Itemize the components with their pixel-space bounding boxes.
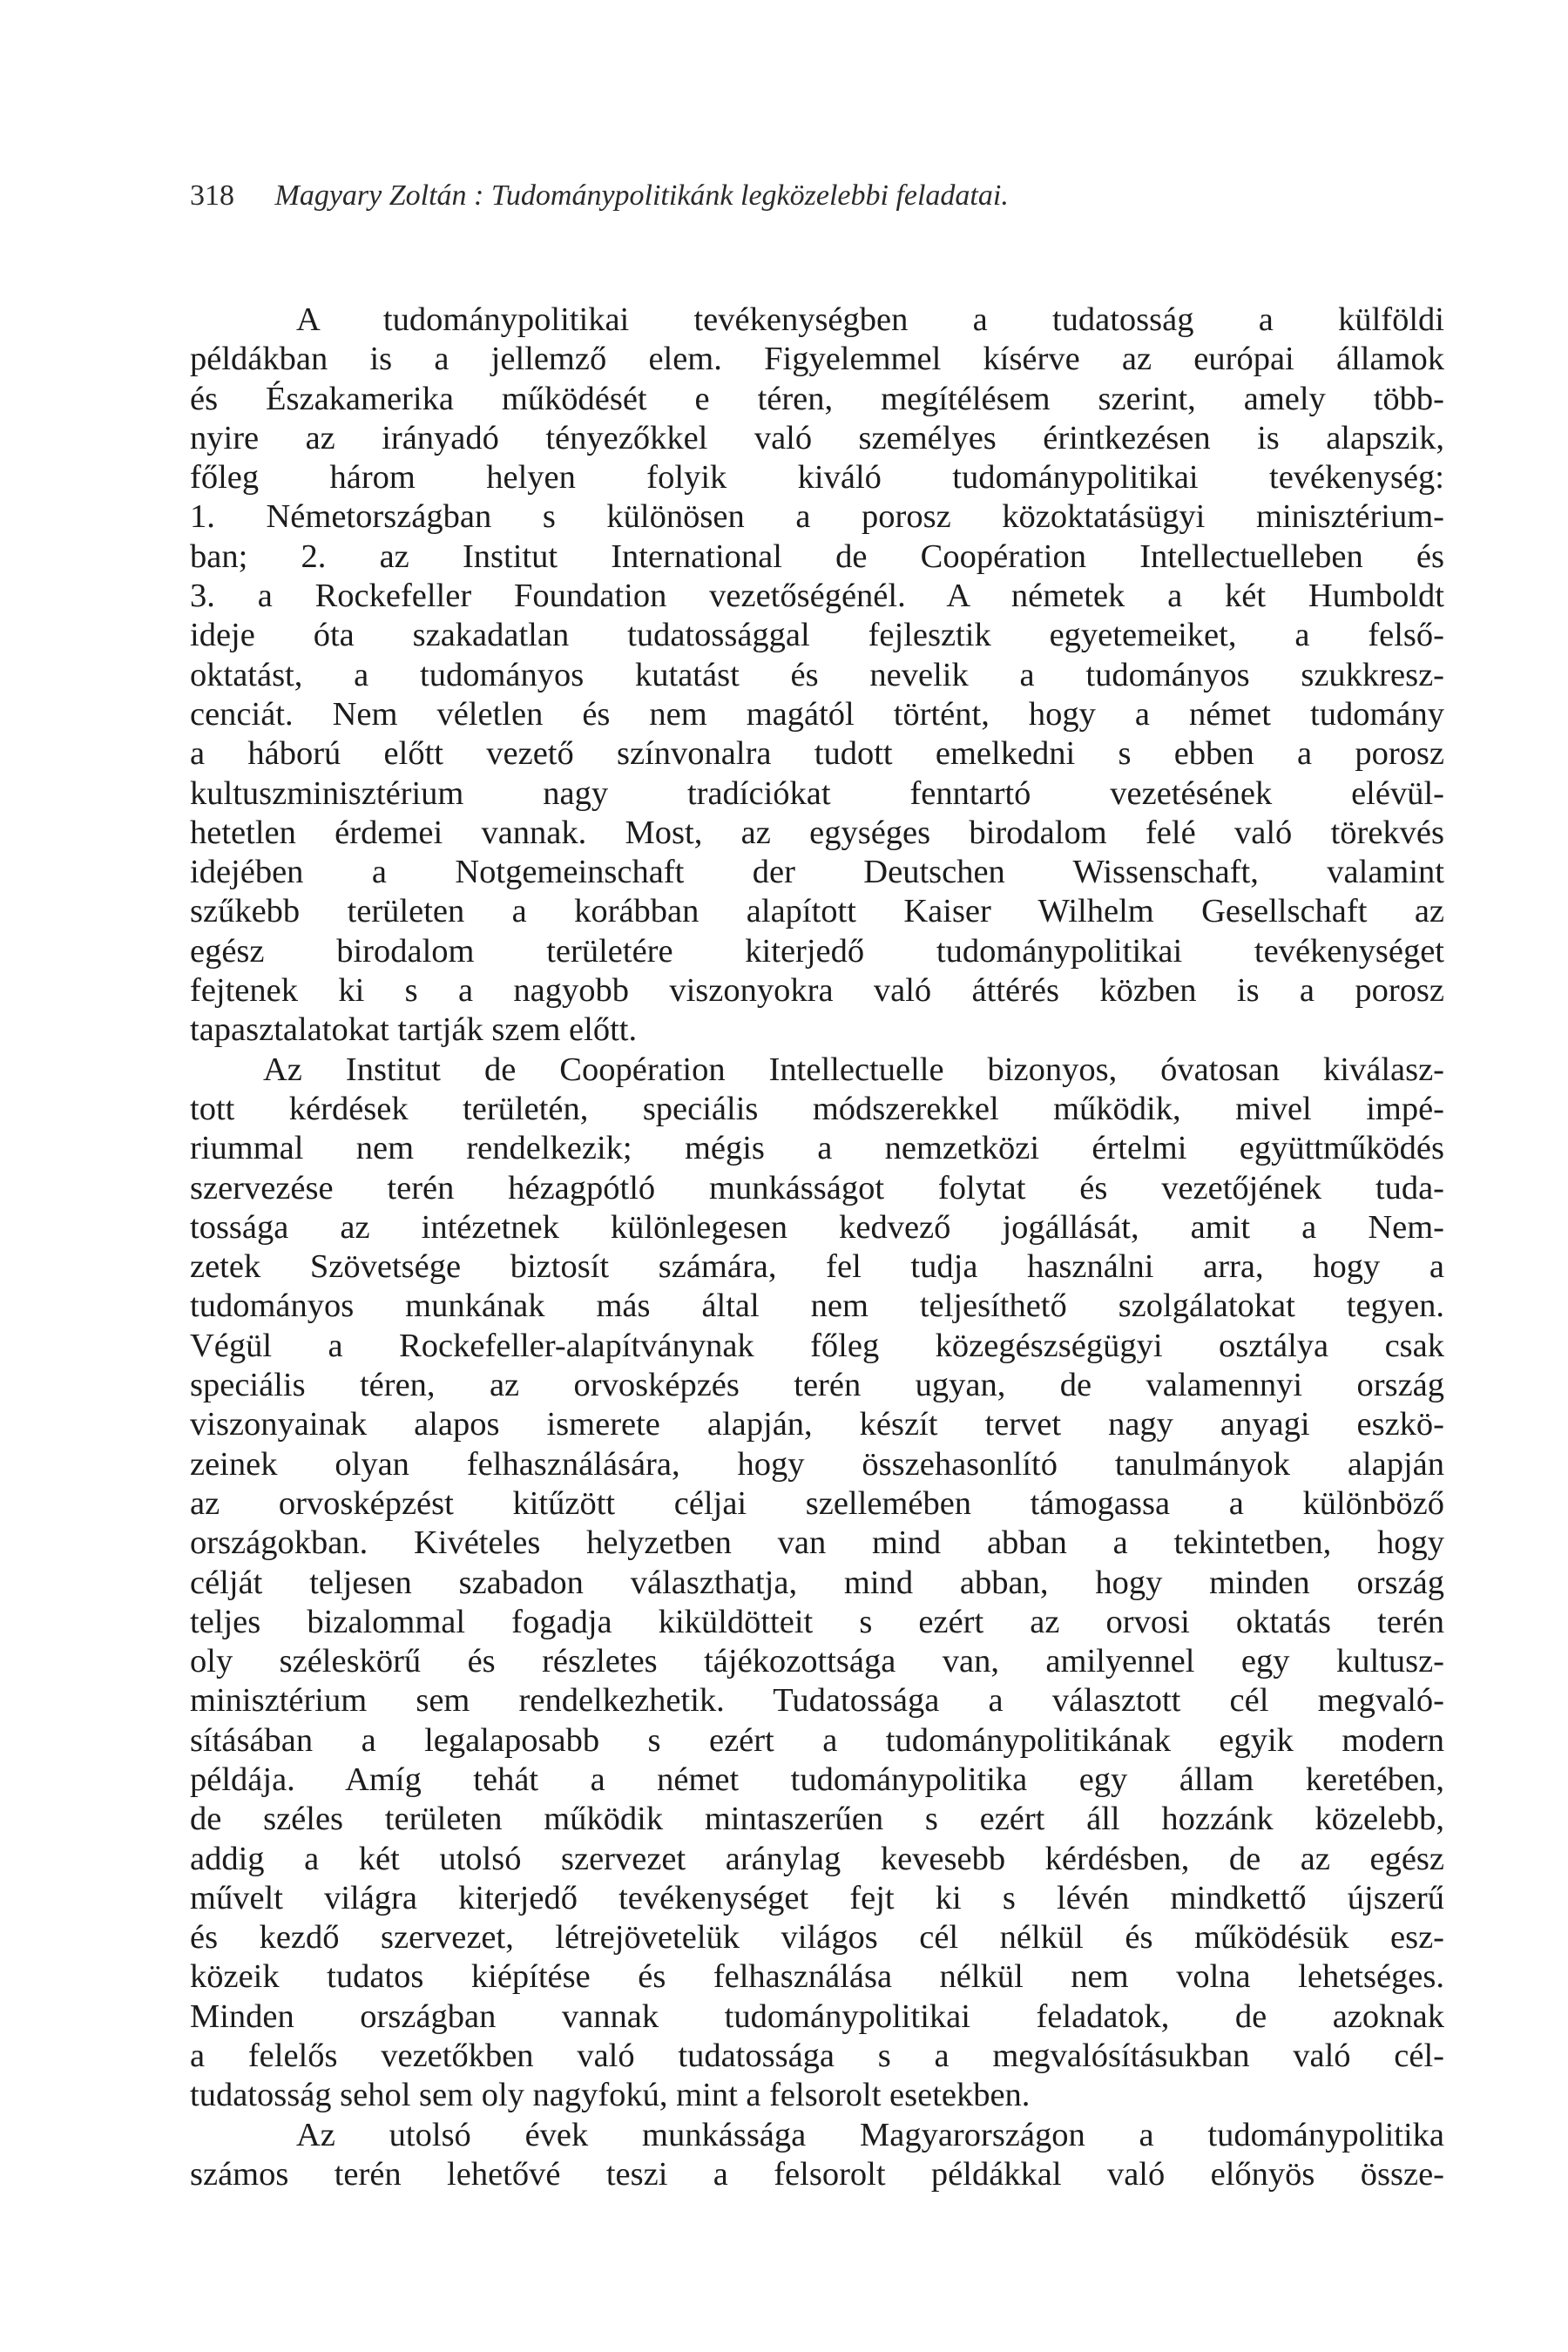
text-line: viszonyainak alapos ismerete alapján, készít tervet nagy anyagi eszkö- [190, 1406, 1444, 1443]
text-line: országokban. Kivételes helyzetben van mind abban a tekintetben, hogy [190, 1524, 1444, 1562]
text-line: Végül a Rockefeller-alapítványnak főleg közegészségügyi osztálya csak [190, 1327, 1444, 1364]
text-line: zeinek olyan felhasználására, hogy összehasonlító tanulmányok alapján [190, 1445, 1444, 1483]
text-line: fejtenek ki s a nagyobb viszonyokra való áttérés közben is a porosz [190, 972, 1444, 1010]
running-title: Magyary Zoltán : Tudománypolitikánk legközelebbi feladatai. [274, 179, 1009, 212]
text-line: szűkebb területen a korábban alapított Kaiser Wilhelm Gesellschaft az [190, 893, 1444, 930]
text-line: riummal nem rendelkezik; mégis a nemzetközi értelmi együttműködés [190, 1130, 1444, 1167]
text-line: számos terén lehetővé teszi a felsorolt példákkal való előnyös össze- [190, 2155, 1444, 2193]
text-line: a felelős vezetőkben való tudatossága s a megvalósításukban való cél- [190, 2038, 1444, 2075]
text-line: minisztérium sem rendelkezhetik. Tudatossága a választott cél megvaló- [190, 1682, 1444, 1720]
text-line: célját teljesen szabadon választhatja, mind abban, hogy minden ország [190, 1564, 1444, 1601]
text-line: idejében a Notgemeinschaft der Deutschen Wissenschaft, valamint [190, 854, 1444, 891]
text-line: tossága az intézetnek különlegesen kedvező jogállását, amit a Nem- [190, 1208, 1444, 1246]
page-number: 318 [190, 179, 234, 212]
running-header [190, 179, 1444, 213]
text-line: szervezése terén hézagpótló munkásságot folytat és vezetőjének tuda- [190, 1169, 1444, 1206]
text-line: példája. Amíg tehát a német tudománypolitika egy állam keretében, [190, 1761, 1444, 1798]
text-line: zetek Szövetsége biztosít számára, fel tudja használni arra, hogy a [190, 1248, 1444, 1286]
text-line: főleg három helyen folyik kiváló tudománypolitikai tevékenység: [190, 459, 1444, 497]
text-line: tudományos munkának más által nem teljesíthető szolgálatokat tegyen. [190, 1288, 1444, 1325]
text-line: hetetlen érdemei vannak. Most, az egységes birodalom felé való törekvés [190, 814, 1444, 851]
text-line: A tudománypolitikai tevékenységben a tudatosság a külföldi [296, 301, 1444, 338]
text-line: tudatosság sehol sem oly nagyfokú, mint a felsorolt esetekben. [190, 2077, 1031, 2114]
text-line: kultuszminisztérium nagy tradíciókat fenntartó vezetésének elévül- [190, 774, 1444, 812]
text-line: oly széleskörű és részletes tájékozottsága van, amilyennel egy kultusz- [190, 1643, 1444, 1680]
text-line: tapasztalatokat tartják szem előtt. [190, 1011, 638, 1049]
text-line: 3. a Rockefeller Foundation vezetőségénél. A németek a két Humboldt [190, 578, 1444, 615]
text-line: speciális téren, az orvosképzés terén ugyan, de valamennyi ország [190, 1367, 1444, 1404]
text-line: oktatást, a tudományos kutatást és nevelik a tudományos szukkresz- [190, 656, 1444, 693]
text-line: művelt világra kiterjedő tevékenységet fejt ki s lévén mindkettő újszerű [190, 1879, 1444, 1916]
text-line: cenciát. Nem véletlen és nem magától történt, hogy a német tudomány [190, 695, 1444, 733]
text-line: de széles területen működik mintaszerűen s ezért áll hozzánk közelebb, [190, 1801, 1444, 1838]
text-line: Minden országban vannak tudománypolitikai feladatok, de azoknak [190, 1997, 1444, 2035]
text-line: példákban is a jellemző elem. Figyelemmel kísérve az európai államok [190, 341, 1444, 378]
body-text [190, 301, 1444, 2194]
text-line: nyire az irányadó tényezőkkel való személyes érintkezésen is alapszik, [190, 419, 1444, 456]
text-line: és Északamerika működését e téren, megítélésem szerint, amely több- [190, 380, 1444, 417]
text-line: ban; 2. az Institut International de Coopération Intellectuelleben és [190, 537, 1444, 575]
text-line: Az Institut de Coopération Intellectuelle bizonyos, óvatosan kiválasz- [263, 1051, 1444, 1088]
text-line: Az utolsó évek munkássága Magyarországon a tudománypolitika [296, 2116, 1444, 2153]
text-line: az orvosképzést kitűzött céljai szellemében támogassa a különböző [190, 1484, 1444, 1522]
text-line: és kezdő szervezet, létrejövetelük világos cél nélkül és működésük esz- [190, 1919, 1444, 1957]
text-line: egész birodalom területére kiterjedő tudománypolitikai tevékenységet [190, 932, 1444, 970]
text-line: a háború előtt vezető színvonalra tudott emelkedni s ebben a porosz [190, 735, 1444, 773]
text-line: teljes bizalommal fogadja kiküldötteit s ezért az orvosi oktatás terén [190, 1603, 1444, 1640]
text-line: 1. Németországban s különösen a porosz közoktatásügyi minisztérium- [190, 498, 1444, 536]
text-line: ideje óta szakadatlan tudatossággal fejlesztik egyetemeiket, a felső- [190, 617, 1444, 654]
text-line: sításában a legalaposabb s ezért a tudománypolitikának egyik modern [190, 1721, 1444, 1759]
text-line: közeik tudatos kiépítése és felhasználása nélkül nem volna lehetséges. [190, 1958, 1444, 1996]
text-line: tott kérdések területén, speciális módszerekkel működik, mivel impé- [190, 1090, 1444, 1127]
text-line: addig a két utolsó szervezet aránylag kevesebb kérdésben, de az egész [190, 1840, 1444, 1877]
